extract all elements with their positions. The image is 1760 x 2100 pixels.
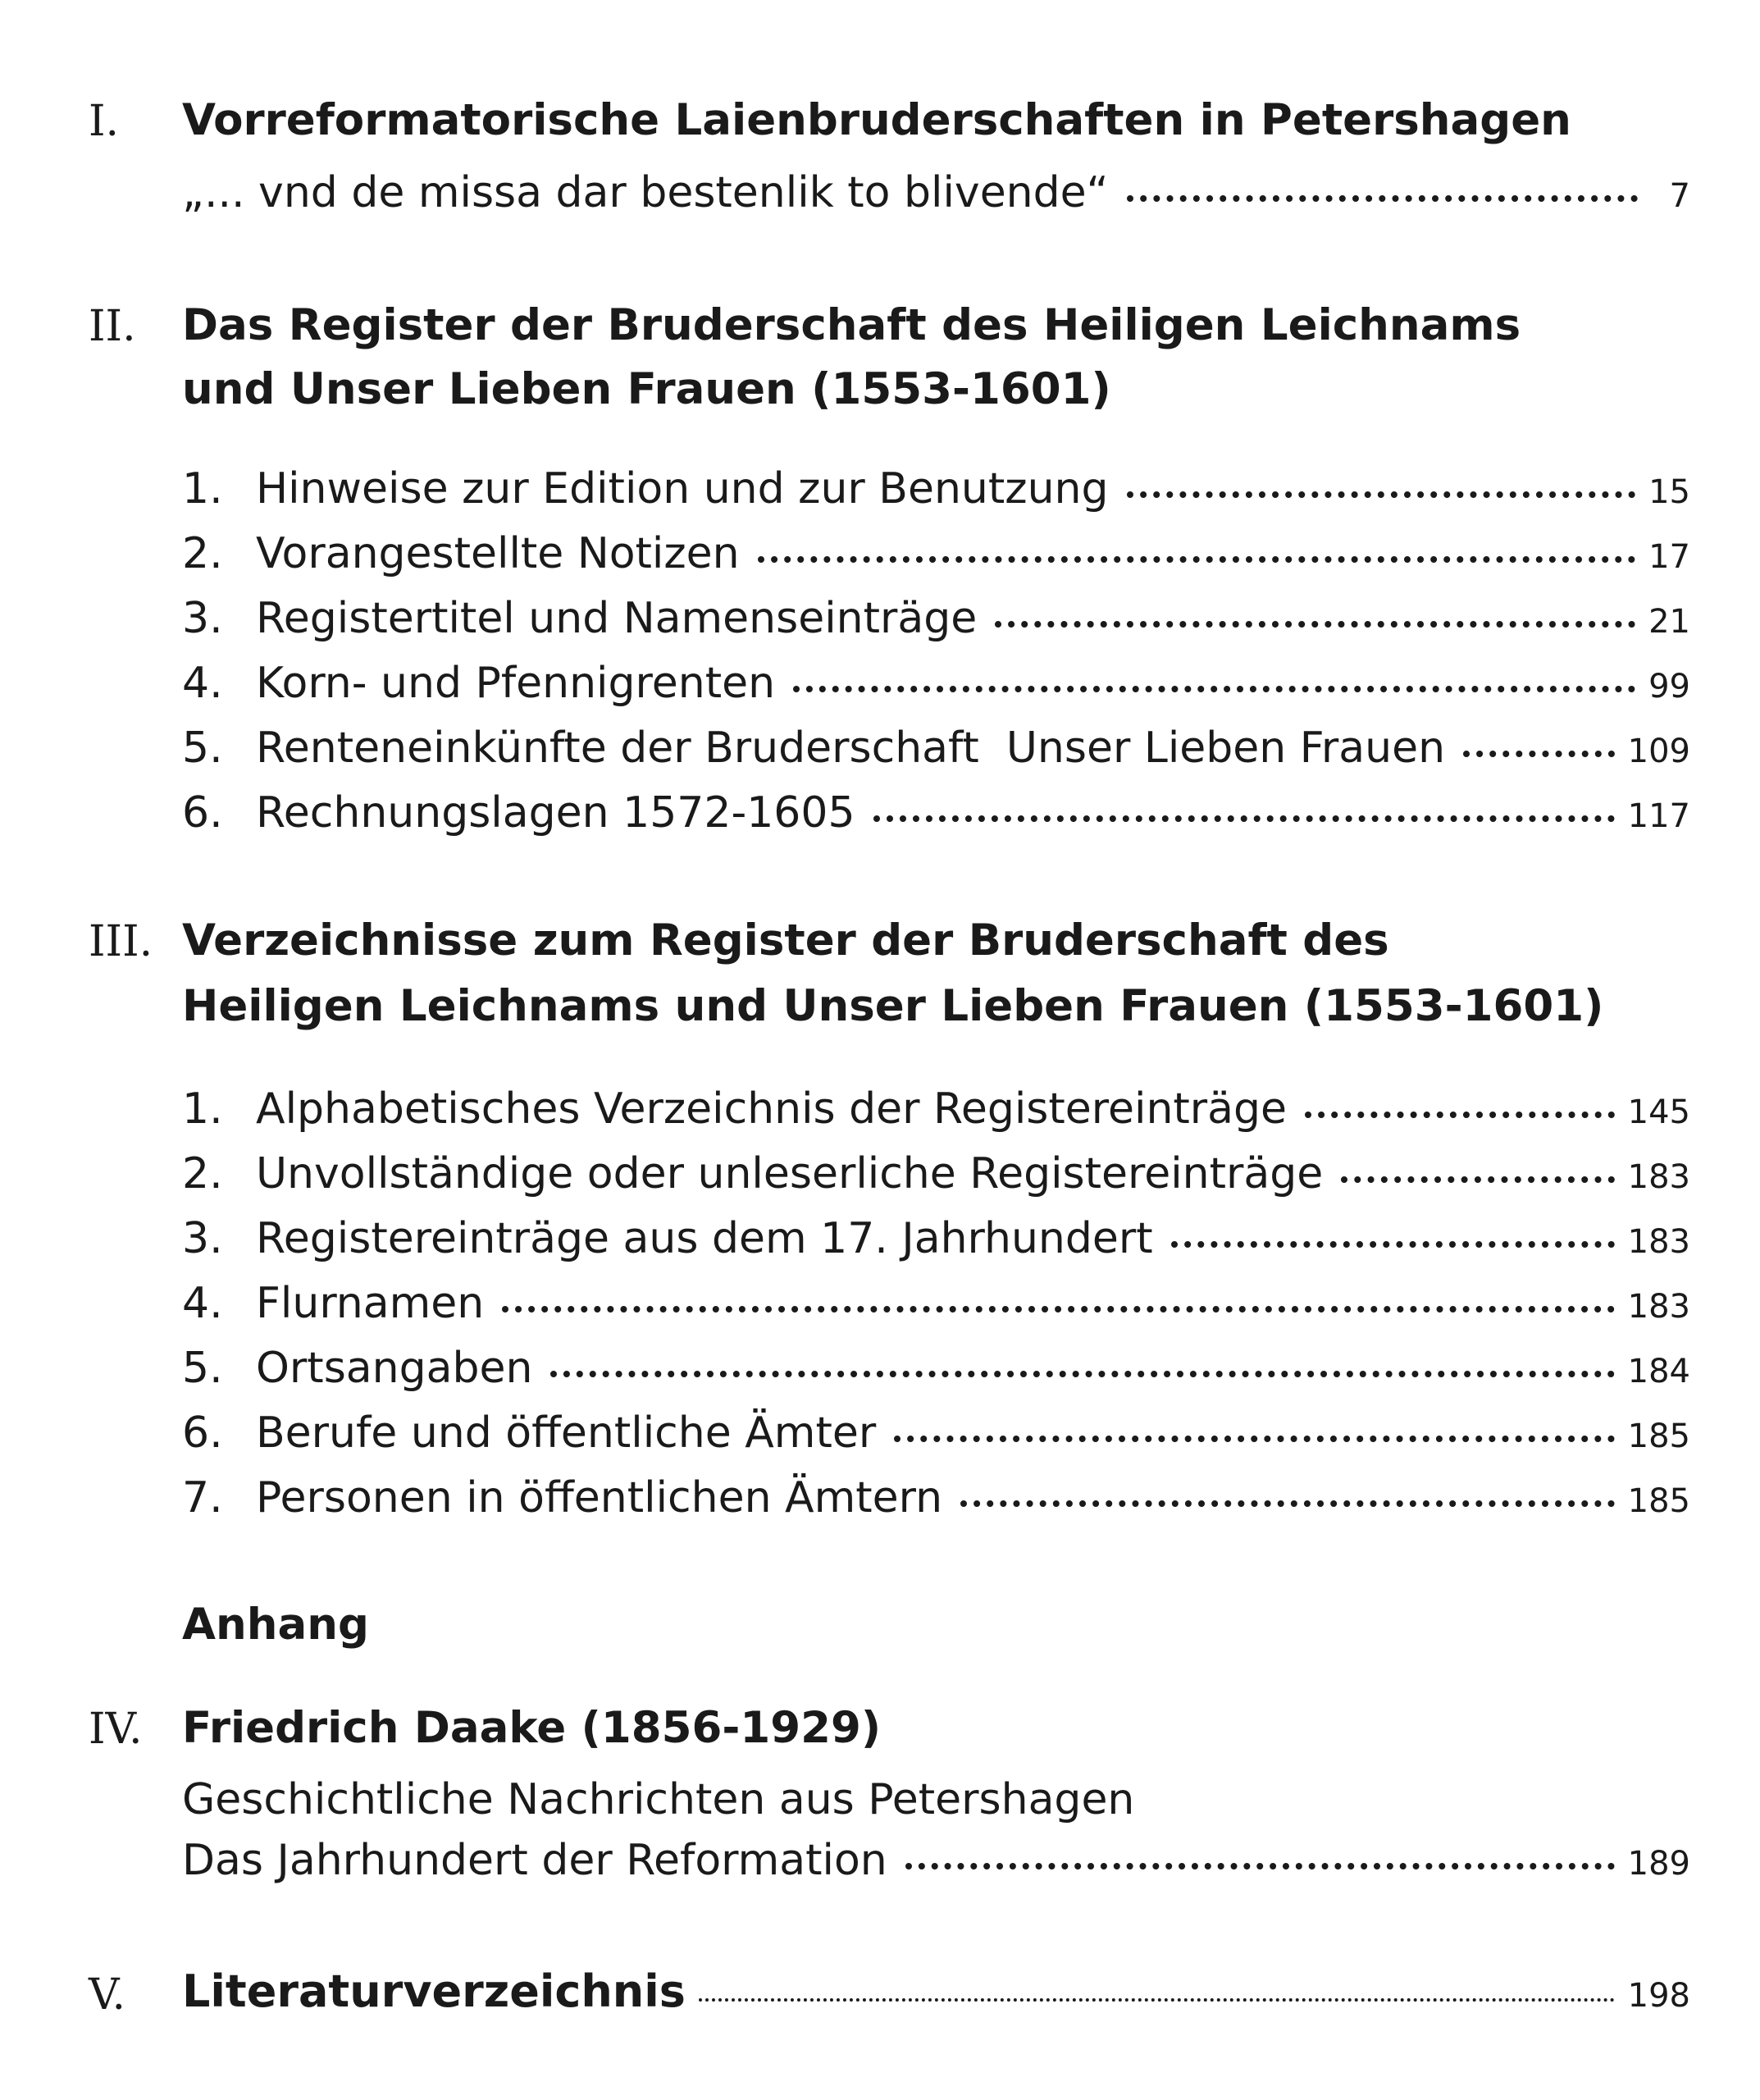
- dot-leader: [894, 1436, 1614, 1442]
- toc-entry[interactable]: [182, 1965, 1690, 2023]
- section-title-line: und Unser Lieben Frauen (1553-1601): [182, 364, 1111, 414]
- toc-entry[interactable]: [182, 464, 1690, 522]
- toc-entry-number: 7.: [182, 1473, 223, 1522]
- section-title: Friedrich Daake (1856-1929): [182, 1703, 882, 1753]
- dot-leader: [995, 621, 1635, 628]
- toc-entry-number: 1.: [182, 1084, 223, 1134]
- toc-entry[interactable]: [182, 529, 1690, 587]
- toc-entry[interactable]: [182, 1344, 1690, 1401]
- dot-leader: [1127, 491, 1636, 498]
- toc-entry-page: 15: [1648, 473, 1690, 511]
- toc-entry-page: 184: [1627, 1353, 1690, 1390]
- toc-entry-number: 5.: [182, 724, 223, 773]
- appendix-heading: Anhang: [182, 1600, 369, 1650]
- toc-entry-page: 7: [1669, 177, 1690, 215]
- toc-entry-page: 185: [1627, 1482, 1690, 1520]
- toc-entry[interactable]: [182, 1473, 1690, 1531]
- dot-leader: [699, 1998, 1615, 2002]
- toc-entry-number: 2.: [182, 1149, 223, 1198]
- toc-entry-number: 4.: [182, 1279, 223, 1328]
- toc-entry[interactable]: [182, 724, 1690, 781]
- toc-entry-label: Personen in öffentlichen Ämtern: [256, 1473, 943, 1522]
- toc-entry-page: 198: [1627, 1977, 1690, 2015]
- toc-entry-number: 6.: [182, 1408, 223, 1458]
- toc-entry-page: 17: [1648, 538, 1690, 576]
- toc-entry-number: 4.: [182, 659, 223, 708]
- section-subtitle: Geschichtliche Nachrichten aus Petershagen: [182, 1775, 1135, 1824]
- dot-leader: [905, 1863, 1615, 1869]
- section-numeral: III.: [89, 917, 153, 966]
- toc-entry-number: 2.: [182, 529, 223, 578]
- toc-entry[interactable]: [182, 1149, 1690, 1207]
- toc-entry-label: Alphabetisches Verzeichnis der Registereinträge: [256, 1084, 1288, 1134]
- dot-leader: [502, 1306, 1614, 1312]
- section-numeral: V.: [89, 1970, 125, 2020]
- dot-leader: [758, 556, 1635, 563]
- section-title-line: Heiligen Leichnams und Unser Lieben Frauen (1553-1601): [182, 981, 1604, 1031]
- dot-leader: [1171, 1241, 1615, 1248]
- toc-entry-number: 6.: [182, 788, 223, 838]
- toc-entry[interactable]: [182, 1279, 1690, 1336]
- toc-entry-label: Berufe und öffentliche Ämter: [256, 1408, 877, 1458]
- toc-entry-page: 109: [1627, 733, 1690, 770]
- toc-entry-number: 3.: [182, 594, 223, 643]
- toc-entry[interactable]: [182, 659, 1690, 716]
- section-title: Vorreformatorische Laienbruderschaften in Petershagen: [182, 95, 1571, 145]
- toc-entry-label: Ortsangaben: [256, 1344, 533, 1393]
- toc-entry-label: Hinweise zur Edition und zur Benutzung: [256, 464, 1109, 514]
- section-numeral: I.: [89, 97, 120, 146]
- dot-leader: [873, 815, 1615, 822]
- toc-entry-page: 185: [1627, 1418, 1690, 1455]
- toc-entry-label: Rechnungslagen 1572-1605: [256, 788, 855, 838]
- toc-entry[interactable]: [182, 788, 1690, 846]
- toc-entry-label: Das Jahrhundert der Reformation: [182, 1836, 887, 1885]
- dot-leader: [1127, 195, 1638, 202]
- toc-entry[interactable]: [182, 1408, 1690, 1466]
- toc-entry[interactable]: [182, 594, 1690, 651]
- toc-entry-page: 21: [1648, 603, 1690, 641]
- section-title-line: Verzeichnisse zum Register der Bruderschaft des: [182, 915, 1389, 966]
- toc-entry-page: 99: [1648, 668, 1690, 705]
- toc-entry-label: „... vnd de missa dar bestenlik to blivende“: [182, 168, 1109, 217]
- toc-entry[interactable]: [182, 1836, 1690, 1893]
- toc-entry-label: Flurnamen: [256, 1279, 485, 1328]
- dot-leader: [960, 1500, 1615, 1507]
- toc-entry-label: Renteneinkünfte der Bruderschaft Unser Lieben Frauen: [256, 724, 1446, 773]
- toc-entry[interactable]: [182, 168, 1690, 226]
- toc-entry-label: Registertitel und Namenseinträge: [256, 594, 978, 643]
- dot-leader: [793, 686, 1635, 692]
- dot-leader: [550, 1371, 1614, 1377]
- toc-entry-label: Literaturverzeichnis: [182, 1965, 686, 2017]
- toc-entry[interactable]: [182, 1084, 1690, 1142]
- section-title-line: Das Register der Bruderschaft des Heiligen Leichnams: [182, 300, 1521, 350]
- toc-entry-page: 183: [1627, 1288, 1690, 1326]
- section-numeral: IV.: [89, 1705, 143, 1754]
- toc-entry[interactable]: [182, 1214, 1690, 1271]
- toc-entry-number: 3.: [182, 1214, 223, 1263]
- dot-leader: [1305, 1112, 1615, 1118]
- toc-entry-label: Registereinträge aus dem 17. Jahrhundert: [256, 1214, 1153, 1263]
- dot-leader: [1463, 751, 1615, 757]
- toc-entry-page: 183: [1627, 1158, 1690, 1196]
- toc-entry-label: Korn- und Pfennigrenten: [256, 659, 776, 708]
- toc-entry-label: Unvollständige oder unleserliche Registereinträge: [256, 1149, 1324, 1198]
- toc-entry-label: Vorangestellte Notizen: [256, 529, 740, 578]
- toc-entry-page: 117: [1627, 797, 1690, 835]
- toc-entry-page: 145: [1627, 1093, 1690, 1131]
- toc-entry-number: 1.: [182, 464, 223, 514]
- section-numeral: II.: [89, 302, 136, 351]
- toc-entry-page: 183: [1627, 1223, 1690, 1261]
- toc-entry-number: 5.: [182, 1344, 223, 1393]
- dot-leader: [1341, 1176, 1614, 1183]
- toc-entry-page: 189: [1627, 1845, 1690, 1883]
